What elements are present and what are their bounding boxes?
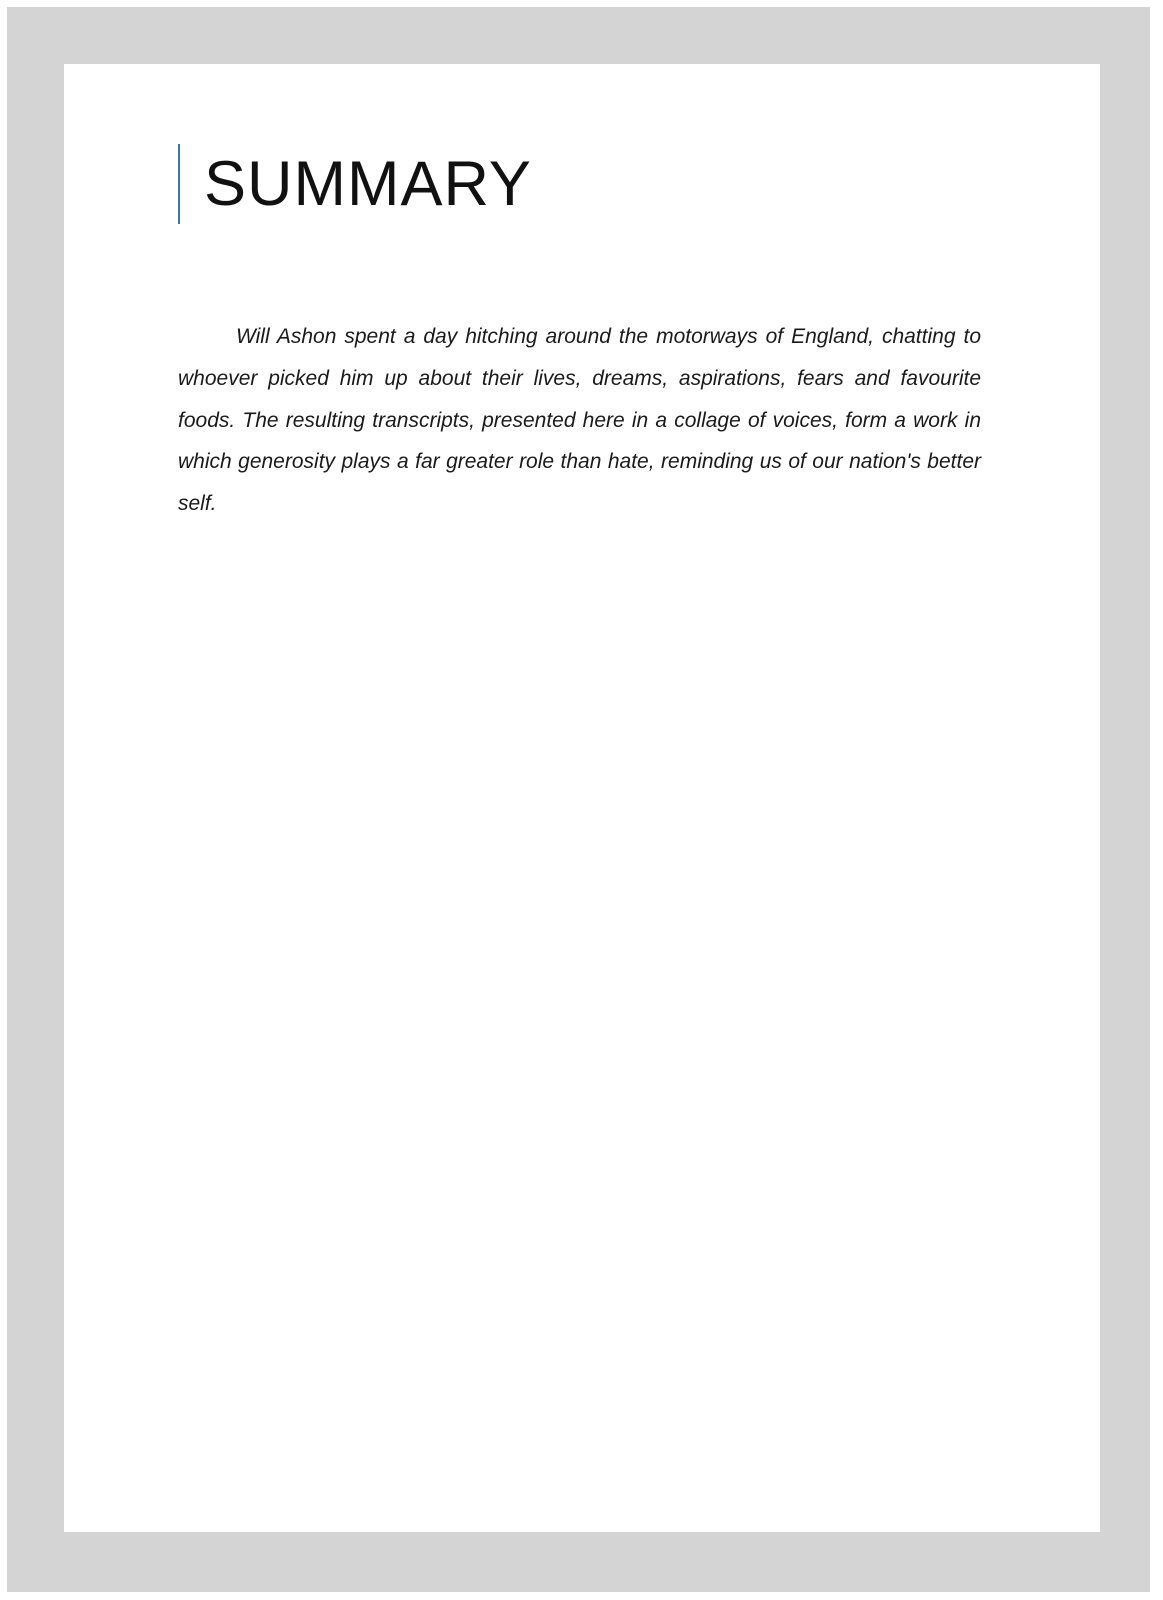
page-frame [7, 7, 1150, 1592]
page-title: SUMMARY [204, 149, 532, 219]
summary-paragraph: Will Ashon spent a day hitching around the motorways of England, chatting to whoever picked him up about their lives, dreams, aspirations, fears and favourite foods. The resulting transcripts, presented here in a collage of voices, form a work in which generosity plays a far greater role than hate, reminding us of our nation's better self. [178, 325, 981, 516]
heading-accent-bar [178, 144, 180, 224]
document-page [64, 64, 1100, 1532]
heading [178, 144, 532, 224]
